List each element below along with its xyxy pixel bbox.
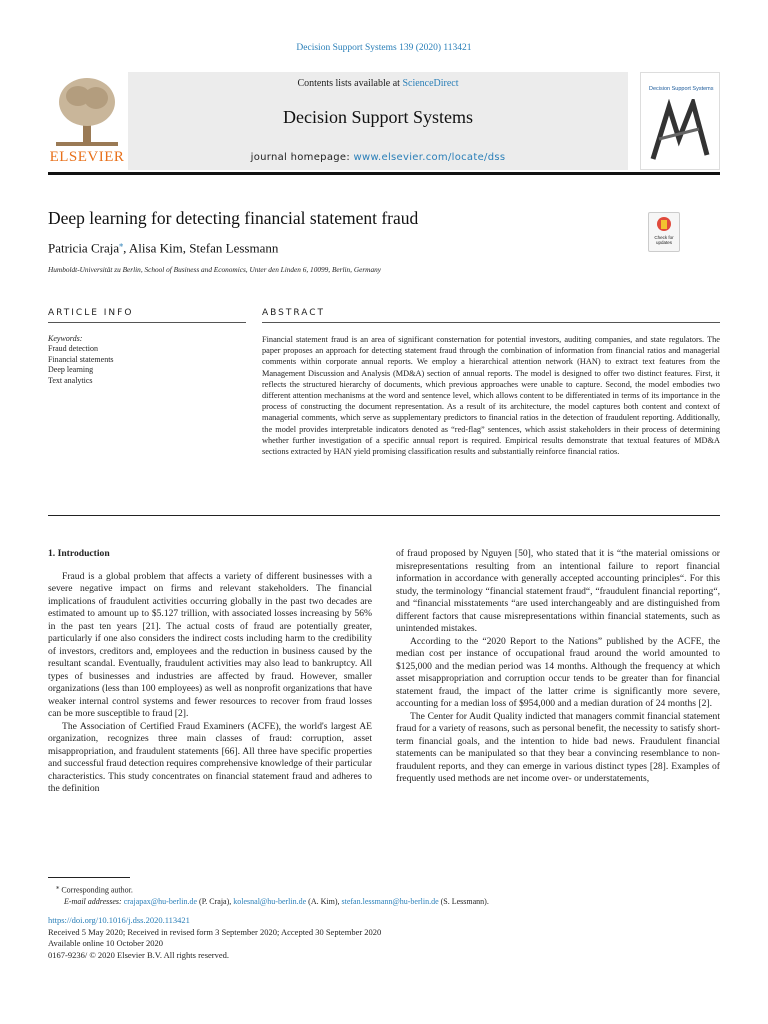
article-info-rule bbox=[48, 322, 246, 323]
keyword: Financial statements bbox=[48, 354, 114, 364]
footnote-text: Corresponding author. bbox=[61, 885, 133, 895]
journal-citation[interactable]: Decision Support Systems 139 (2020) 113421 bbox=[296, 43, 472, 53]
article-info-heading: ARTICLE INFO bbox=[48, 308, 134, 318]
cover-artwork-icon bbox=[649, 99, 711, 163]
section-heading: 1. Introduction bbox=[48, 548, 110, 559]
corresponding-author-mark[interactable]: ⁎ bbox=[119, 240, 124, 249]
doi-link[interactable]: https://doi.org/10.1016/j.dss.2020.113421 bbox=[48, 915, 190, 925]
article-metadata bbox=[48, 915, 720, 962]
author-list bbox=[48, 240, 278, 256]
journal-masthead bbox=[128, 72, 628, 170]
email-link[interactable]: stefan.lessmann@hu-berlin.de bbox=[341, 896, 439, 906]
homepage-link[interactable]: www.elsevier.com/locate/dss bbox=[353, 152, 506, 163]
publisher-wordmark: ELSEVIER bbox=[49, 149, 125, 165]
paragraph: of fraud proposed by Nguyen [50], who stated that it is “the material omissions or misrepresentations resulting from an intentional failure to report financial information in accordance with generally accepted accounting principles“. For this study, the terminology “financial statement fraud“, “fraudulent financial reporting“, and “financial misstatements “are used interchangeably and are distinguished from different factors that cause misrepresentations within financial statements, such as unintended mistakes. bbox=[396, 548, 720, 634]
abstract-end-rule bbox=[48, 515, 720, 516]
corresponding-footnote bbox=[48, 882, 720, 896]
keyword: Text analytics bbox=[48, 375, 93, 385]
keyword: Deep learning bbox=[48, 365, 94, 375]
footnote-mark: ⁎ bbox=[56, 884, 60, 891]
abstract-text: Financial statement fraud is an area of significant consternation for potential investors, auditing companies, and state regulators. The paper proposes an approach for detecting statement fraud through the combination of information from financial ratios and managerial comments within corporate annual reports. We employ a hierarchical attention network (HAN) to extract text features from the Management Discussion and Analysis (MD&A) section of annual reports. The model is designed to offer two distinct features. First, it reflects the structured hierarchy of documents, which previous approaches were unable to capture. Second, the model embodies two different attention mechanisms at the word and sentence level, which allows content to be differentiated in terms of its importance in the process of constructing the document representation. As a result of its architecture, the model captures both content and context of managerial comments, which serve as supplementary predictors to financial ratios in the detection of fraudulent reporting. Additionally, the model provides interpretable indicators denoted as “red-flag” sentences, which assist stakeholders in their process of determining whether further investigation of a specific annual report is required. Empirical results demonstrate that textual features of MD&A sections extracted by HAN yield promising classification results and substantially reinforce financial ratios. bbox=[262, 335, 720, 457]
keywords-block bbox=[48, 334, 114, 386]
email-link[interactable]: kolesnal@hu-berlin.de bbox=[233, 896, 307, 906]
contents-prefix: Contents lists available at bbox=[297, 78, 403, 89]
right-column bbox=[396, 548, 720, 786]
email-owner: (P. Craja), bbox=[197, 896, 234, 906]
paragraph: The Association of Certified Fraud Examiners (ACFE), the world's largest AE organization, recognizes three main classes of fraud: corruption, asset misappropriation, and fraudulent statements [66]. All three have specific properties and successful fraud detection requires comprehensive knowledge of their particular characteristics. This study concentrates on financial statement fraud and adheres to the definition bbox=[48, 720, 372, 794]
footnote-rule bbox=[48, 877, 130, 878]
footnotes bbox=[48, 882, 720, 907]
keyword: Fraud detection bbox=[48, 344, 98, 354]
keywords-label: Keywords: bbox=[48, 334, 83, 343]
elsevier-logo bbox=[48, 72, 126, 168]
article-title: Deep learning for detecting financial statement fraud bbox=[48, 208, 419, 228]
email-footnote bbox=[48, 896, 720, 907]
journal-cover[interactable] bbox=[640, 72, 720, 170]
left-column bbox=[48, 548, 372, 796]
crossmark-icon bbox=[656, 216, 672, 234]
header-rule bbox=[48, 172, 720, 175]
affiliation: Humboldt-Universität zu Berlin, School of Business and Economics, Unter den Linden 6, 10099, Berlin, Germany bbox=[48, 265, 381, 274]
tree-icon bbox=[48, 72, 126, 150]
email-owner: (A. Kim), bbox=[306, 896, 342, 906]
email-link[interactable]: crajapax@hu-berlin.de bbox=[123, 896, 198, 906]
paragraph: According to the “2020 Report to the Nations” published by the ACFE, the median cost per instance of occupational fraud around the world amounted to $125,000 and the median period was 14 months. Although the frequency at which asset misappropriation and corruption occur tends to be greater than for financial statement fraud, the impact of the latter crime is significantly more severe, accounting for a median loss of $954,000 and a median duration of 24 months [2]. bbox=[396, 635, 720, 709]
received-dates: Received 5 May 2020; Received in revised form 3 September 2020; Accepted 30 September 2020 bbox=[48, 926, 382, 937]
journal-title: Decision Support Systems bbox=[282, 107, 473, 127]
cover-title: Decision Support Systems bbox=[649, 86, 714, 92]
author-name: Patricia Craja bbox=[48, 240, 120, 256]
journal-homepage bbox=[128, 152, 628, 163]
contents-line bbox=[128, 78, 628, 89]
crossmark-label: Check for updates bbox=[654, 235, 674, 245]
email-owner: (S. Lessmann). bbox=[438, 896, 489, 906]
co-authors: , Alisa Kim, Stefan Lessmann bbox=[123, 240, 279, 256]
available-online: Available online 10 October 2020 bbox=[48, 938, 164, 949]
sciencedirect-link[interactable]: ScienceDirect bbox=[402, 78, 459, 89]
abstract-rule bbox=[262, 322, 720, 323]
paragraph: The Center for Audit Quality indicted that managers commit financial statement fraud for a variety of reasons, such as personal benefit, the necessity to satisfy short-term financial goals, and the intention to hide bad news. Fraudulent financial statements can be manipulated so that they bear a convincing resemblance to non-fraudulent reports, and they can emerge in various distinct types [28]. Examples of frequently used methods are net income over- or understatements, bbox=[396, 710, 720, 784]
paragraph: Fraud is a global problem that affects a variety of different businesses with a severe negative impact on firms and relevant stakeholders. The financial implications of fraudulent activities occurring globally in the past two decades are estimated to amount up to $5.127 trillion, with associated losses increasing by 56% in the past ten years [21]. The actual costs of fraud are potentially greater, particularly if one also considers the indirect costs including harm to the credibility of investors, creditors and, employees and the reduction in business caused by the resultant scandal. Eventually, fraudulent activities may also lead to bankruptcy. All types of businesses and industries are affected by fraud. However, smaller organizations (less than 100 employees) as well as nonprofit organizations that have weaker internal control systems and fewer resources to recover from fraud losses can be more susceptible to fraud [2]. bbox=[48, 570, 372, 719]
email-label: E-mail addresses: bbox=[64, 896, 122, 906]
copyright: 0167-9236/ © 2020 Elsevier B.V. All rights reserved. bbox=[48, 950, 230, 961]
homepage-prefix: journal homepage: bbox=[250, 152, 354, 163]
check-for-updates-badge[interactable] bbox=[648, 212, 680, 252]
abstract-heading: ABSTRACT bbox=[262, 308, 326, 318]
